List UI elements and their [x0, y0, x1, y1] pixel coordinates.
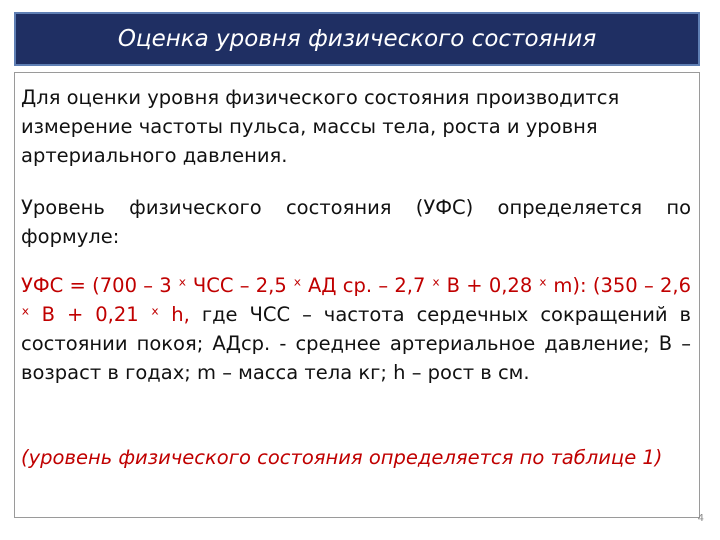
formula-intro-paragraph: Уровень физического состояния (УФС) определяется по формуле: [21, 196, 691, 248]
table-note: (уровень физического состояния определяется по таблице 1) [21, 446, 663, 469]
slide-title: Оценка уровня физического состояния [117, 26, 597, 52]
formula-explanation: где ЧСС – частота сердечных сокращений в состоянии покоя; АДср. - среднее артериальное давление; В – возраст в годах; m – масса тела кг; h – рост в см. [21, 303, 691, 384]
formula-paragraph [21, 271, 691, 387]
page-number: 4 [697, 513, 704, 524]
intro-paragraph: Для оценки уровня физического состояния производится измерение частоты пульса, массы тела, роста и уровня артериального давления. [21, 86, 620, 167]
title-bar [14, 12, 700, 66]
formula-text: УФС = (700 – 3 ˣ ЧСС – 2,5 ˣ АД ср. – 2,7 ˣ В + 0,28 ˣ m): (350 – 2,6 ˣ В + 0,21 ˣ h, [21, 274, 691, 326]
content-box [14, 72, 700, 518]
